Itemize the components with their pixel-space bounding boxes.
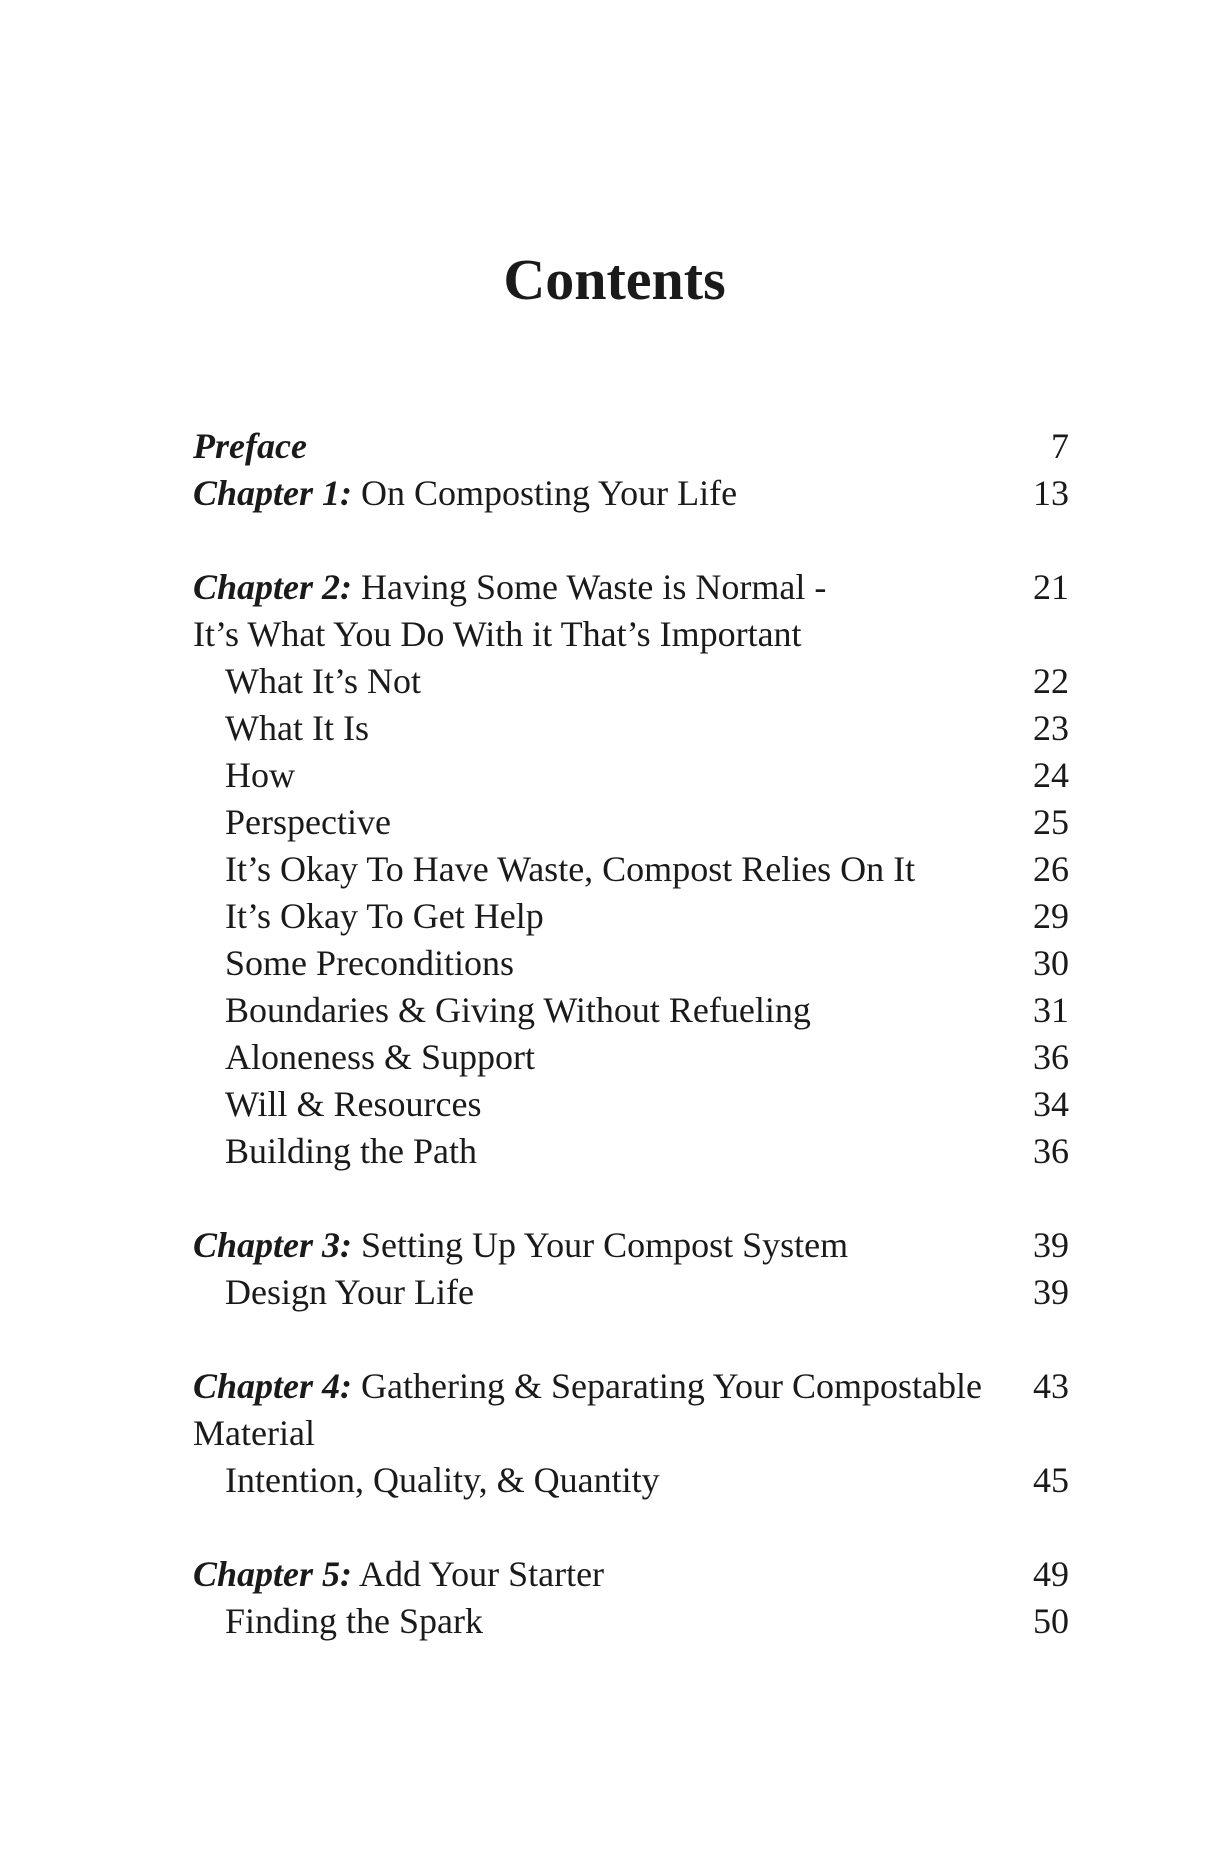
toc-entry-chapter-3	[193, 1222, 1069, 1269]
preface-label: Preface	[193, 426, 307, 466]
page-number: 50	[1033, 1601, 1069, 1641]
toc-section	[193, 940, 1069, 987]
chapter-label: Chapter 5:	[193, 1554, 353, 1594]
section-title: It’s Okay To Have Waste, Compost Relies On It	[225, 849, 916, 889]
toc-section	[193, 1081, 1069, 1128]
chapter-title: Add Your Starter	[352, 1554, 605, 1594]
page-number: 36	[1033, 1037, 1069, 1077]
chapter-label: Chapter 1:	[193, 473, 353, 513]
page-number: 31	[1033, 990, 1069, 1030]
toc-section	[193, 1598, 1069, 1645]
toc-entry-chapter-2	[193, 564, 1069, 611]
chapter-title-continued: Material	[193, 1413, 315, 1453]
chapter-title: Setting Up Your Compost System	[352, 1225, 849, 1265]
page-number: 29	[1033, 896, 1069, 936]
toc-entry-preface	[193, 423, 1069, 470]
chapter-title: On Composting Your Life	[352, 473, 738, 513]
section-title: Building the Path	[225, 1131, 477, 1171]
section-title: What It’s Not	[225, 661, 421, 701]
page-number: 21	[1033, 567, 1069, 607]
page-number: 36	[1033, 1131, 1069, 1171]
section-title: It’s Okay To Get Help	[225, 896, 544, 936]
toc-entry-chapter-4-continued	[193, 1410, 1069, 1457]
chapter-label: Chapter 3:	[193, 1225, 353, 1265]
page-number: 30	[1033, 943, 1069, 983]
section-title: Perspective	[225, 802, 391, 842]
section-title: Intention, Quality, & Quantity	[225, 1460, 660, 1500]
spacer	[193, 517, 1069, 564]
chapter-label: Chapter 2:	[193, 567, 353, 607]
spacer	[193, 1316, 1069, 1363]
toc-entry-chapter-1	[193, 470, 1069, 517]
section-title: Aloneness & Support	[225, 1037, 535, 1077]
toc-entry-chapter-4	[193, 1363, 1069, 1410]
table-of-contents	[193, 423, 1069, 1645]
spacer	[193, 1504, 1069, 1551]
section-title: Design Your Life	[225, 1272, 474, 1312]
page-number: 34	[1033, 1084, 1069, 1124]
page-number: 23	[1033, 708, 1069, 748]
page-number: 25	[1033, 802, 1069, 842]
toc-entry-chapter-5	[193, 1551, 1069, 1598]
toc-section	[193, 1457, 1069, 1504]
toc-section	[193, 1034, 1069, 1081]
chapter-title: Having Some Waste is Normal -	[352, 567, 827, 607]
chapter-title-continued: It’s What You Do With it That’s Important	[193, 614, 802, 654]
section-title: Finding the Spark	[225, 1601, 483, 1641]
spacer	[193, 1175, 1069, 1222]
section-title: Boundaries & Giving Without Refueling	[225, 990, 811, 1030]
page-title: Contents	[503, 246, 726, 312]
toc-section	[193, 752, 1069, 799]
toc-section	[193, 987, 1069, 1034]
page-number: 22	[1033, 661, 1069, 701]
toc-section	[193, 658, 1069, 705]
toc-section	[193, 1269, 1069, 1316]
page-number: 13	[1033, 473, 1069, 513]
page-number: 24	[1033, 755, 1069, 795]
chapter-title: Gathering & Separating Your Compostable	[352, 1366, 982, 1406]
toc-section	[193, 705, 1069, 752]
page-number: 45	[1033, 1460, 1069, 1500]
page-number: 26	[1033, 849, 1069, 889]
toc-section	[193, 799, 1069, 846]
page-number: 43	[1033, 1366, 1069, 1406]
toc-section	[193, 893, 1069, 940]
page-number: 39	[1033, 1225, 1069, 1265]
section-title: Some Preconditions	[225, 943, 514, 983]
chapter-label: Chapter 4:	[193, 1366, 353, 1406]
section-title: What It Is	[225, 708, 369, 748]
page-number: 39	[1033, 1272, 1069, 1312]
toc-section	[193, 1128, 1069, 1175]
toc-section	[193, 846, 1069, 893]
page-number: 7	[1051, 426, 1069, 466]
section-title: Will & Resources	[225, 1084, 482, 1124]
page-number: 49	[1033, 1554, 1069, 1594]
section-title: How	[225, 755, 295, 795]
toc-entry-chapter-2-continued	[193, 611, 1069, 658]
